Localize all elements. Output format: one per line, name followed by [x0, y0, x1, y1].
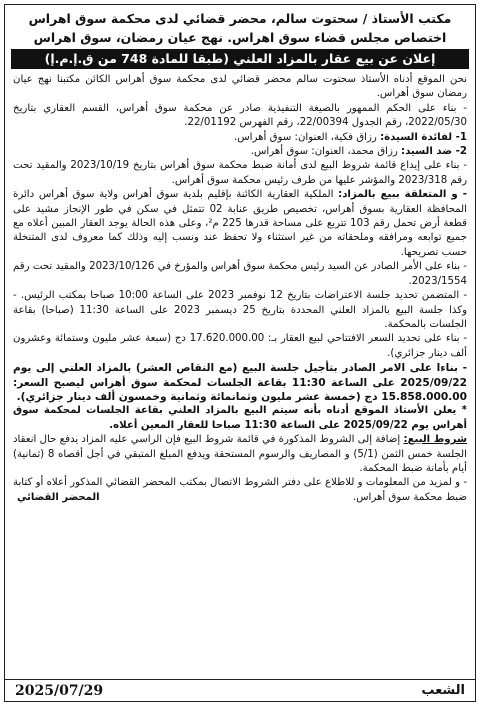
legal-notice [4, 4, 476, 702]
beneficiary-label: 1- لفائدة السيدة: [380, 131, 467, 143]
paragraph-intro: نحن الموقع أدناه الأستاذ سحتوت سالم محضر قضائي لدى محكمة سوق أهراس الكائن مكتبنا نهج عيان رمضان سوق أهراس. [13, 74, 467, 100]
notice-header [5, 5, 475, 47]
paragraph-sessions: - المتضمن تحديد جلسة الاعتراضات بتاريخ 12 نوفمبر 2023 على الساعة 10:00 صباحا بمكتب الرئيس. - وكذا جلسة البيع بالمزاد العلني المحددة بتاريخ 25 ديسمبر 2023 على الساعة 11:30 (صباحا) بقاعة الجلسات بالمحكمة. [13, 290, 468, 330]
newspaper-name: الشعب [421, 683, 465, 698]
paragraph-beneficiary [13, 131, 467, 145]
paragraph-judgment: - بناء على الحكم الممهور بالصيغة التنفيذية صادر عن محكمة سوق أهراس، القسم العقاري بتاريخ 2022/05/30، رقم الجدول 22/00394، رقم الفهرس 22/01192. [13, 102, 467, 129]
beneficiary-text: رزاق فكية، العنوان: سوق أهراس. [234, 131, 381, 143]
paragraph-opening-price: - بناء على تحديد السعر الافتتاحي لبيع العقار بـ: 17.620.000.00 دج (سبعة عشر مليون وستمائة وعشرون ألف دينار جزائري). [13, 333, 467, 359]
signature: المحضر القضائي [17, 492, 100, 504]
publication-date: 2025/07/29 [15, 682, 104, 699]
defendant-text: رزاق محمد، العنوان: سوق أهراس. [250, 146, 402, 158]
paragraph-conditions [13, 433, 467, 476]
conditions-text: إضافة إلى الشروط المذكورة في قائمة شروط البيع فإن الراسي عليه المزاد يدفع حال انعقاد الجلسة خمس الثمن (5/1) و المصاريف والرسوم المستحقة ويدفع المبلغ المتبقي في أجل أقصاه 8 (ثمانية) أيام بأمانة ضبط المحكمة. [13, 434, 467, 474]
paragraph-postponement: - بناءا على الامر الصادر بتأجيل جلسة البيع (مع النقاص العشر) بالمزاد العلني إلى يوم 2025/09/22 على الساعة 11:30 بقاعة الجلسات لمحكمة سوق أهراس ليصبح السعر: 15.858.000.00 دج (خمسة عشر مليون وثمانمائة وثمانية وخمسون ألف دينار جزائري). [13, 362, 467, 403]
paragraph-deposit: - بناء على إيداع قائمة شروط البيع لدى أمانة ضبط محكمة سوق أهراس بتاريخ 2023/10/19 والمقيد تحت رقم 2023/318 والمؤشر عليها من طرف رئيس محكمة سوق أهراس. [13, 160, 467, 186]
conditions-label: شروط البيع: [403, 434, 467, 446]
notice-title-banner: إعلان عن بيع عقار بالمزاد العلني (طبقا للمادة 748 من ق.إ.م.إ) [11, 49, 469, 69]
paragraph-defendant [13, 145, 467, 159]
property-text: الملكية العقارية الكائنة بإقليم بلدية سوق أهراس ولاية سوق أهراس دائرة المحافظة العقارية بسوق أهراس، تخصيص طريق عنابة 02 تتمثل في سكن في طور الإنجاز مشيد على قطعة أرض تحمل رقم 103 تتربع على مساحة قدرها 225 م²، وعلى هذه الحالة يوجد العقار المبين أعلاه مع جميع توابعه ومرافقه وملحقاته من غير استثناء ولا تحفظ عند ونسب إليه وذلك كما معروف لدى المتنخلة حسب تصريحها. [13, 189, 467, 258]
jurisdiction-line: اختصاص مجلس قضاء سوق اهراس. نهج عيان رمضان، سوق اهراس [33, 30, 447, 45]
defendant-label: 2- ضد السيد: [401, 146, 467, 158]
page-footer [5, 679, 475, 701]
paragraph-info: - و لمزيد من المعلومات و للاطلاع على دفتر الشروط الاتصال بمكتب المحضر القضائي المذكور أعلاه أو كتابة ضبط محكمة سوق أهراس. [13, 477, 467, 503]
paragraph-order: - بناء على الأمر الصادر عن السيد رئيس محكمة سوق أهراس والمؤرخ في 2023/10/126 والمقيد تحت رقم 2023/1554. [13, 261, 467, 287]
paragraph-announcement: * يعلن الأستاذ الموقع أدناه بأنه سيتم البيع بالمزاد العلني بقاعة الجلسات لمحكمة سوق أهراس يوم 2025/09/22 على الساعة 11:30 صباحا للعقار المعين أعلاه. [13, 405, 467, 431]
property-label: - و المتعلقة ببيع بالمزاد: [338, 189, 467, 201]
office-line: مكتب الأستاذ / سحتوت سالم، محضر قضائي لدى محكمة سوق اهراس [28, 11, 452, 26]
notice-body [5, 69, 475, 506]
paragraph-property [13, 188, 467, 260]
